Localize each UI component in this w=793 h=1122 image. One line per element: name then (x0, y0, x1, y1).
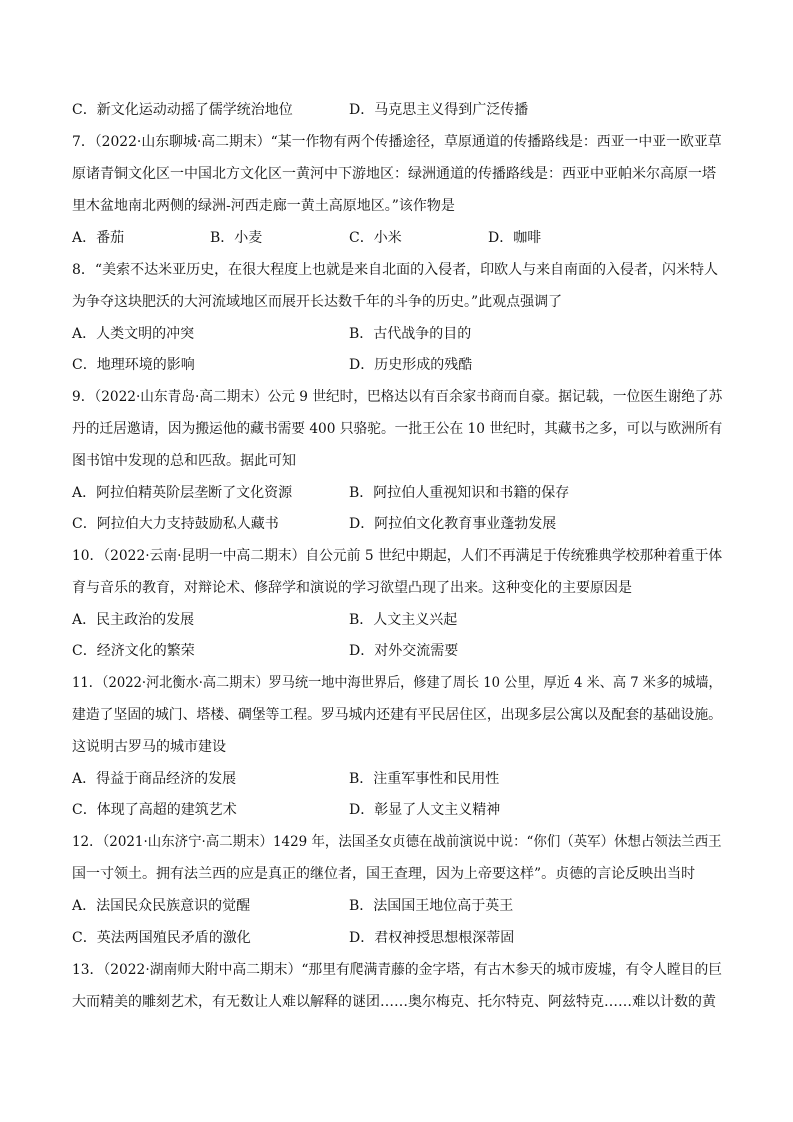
q12-option-b: B．法国国王地位高于英王 (349, 898, 514, 914)
q8-option-a: A．人类文明的冲突 (72, 326, 195, 342)
q8-stem-line: 为争夺这块肥沃的大河流域地区而展开长达数千年的斗争的历史。”此观点强调了 (72, 294, 563, 310)
q11-option-c: C．体现了高超的建筑艺术 (72, 802, 237, 818)
q7-option-a: A．番茄 (72, 230, 125, 246)
q9-option-c: C．阿拉伯大力支持鼓励私人藏书 (72, 516, 279, 532)
q11-option-b: B．注重军事性和民用性 (349, 771, 500, 787)
q12-stem-line: 国一寸领土。拥有法兰西的应是真正的继位者，国王查理，因为上帝要这样”。贞德的言论反映出当时 (72, 866, 696, 882)
q13-stem-line: 13．（2022·湖南师大附中高二期末）“那里有爬满青藤的金字塔，有古木参天的城市废墟，有令人瞠目的巨 (72, 962, 723, 978)
q6-option-c: C．新文化运动动摇了儒学统治地位 (72, 102, 293, 118)
q7-stem-line: 7．（2022·山东聊城·高二期末）“某一作物有两个传播途径，草原通道的传播路线是：西亚一中亚一欧亚草 (72, 134, 722, 150)
q6-option-d: D．马克思主义得到广泛传播 (349, 102, 529, 118)
q12-option-a: A．法国民众民族意识的觉醒 (72, 898, 251, 914)
q8-option-d: D．历史形成的残酷 (349, 357, 473, 373)
q11-stem-line: 建造了坚固的城门、塔楼、碉堡等工程。罗马城内还建有平民居住区，出现多层公寓以及配套的基础设施。 (72, 707, 722, 723)
q10-option-d: D．对外交流需要 (349, 643, 459, 659)
q7-option-c: C．小米 (349, 230, 402, 246)
q9-stem-line: 9．（2022·山东青岛·高二期末）公元 9 世纪时，巴格达以有百余家书商而自豪。据记载，一位医生谢绝了苏 (72, 389, 723, 405)
q11-option-a: A．得益于商品经济的发展 (72, 771, 237, 787)
q8-stem-line: 8．“美索不达米亚历史，在很大程度上也就是来自北面的入侵者，印欧人与来自南面的入侵者，闪米特人 (72, 262, 719, 278)
q10-option-c: C．经济文化的繁荣 (72, 643, 195, 659)
q7-option-b: B．小麦 (210, 230, 263, 246)
q7-stem-line: 里木盆地南北两侧的绿洲-河西走廊一黄土高原地区。”该作物是 (72, 198, 455, 214)
q11-option-d: D．彰显了人文主义精神 (349, 802, 501, 818)
q9-option-d: D．阿拉伯文化教育事业蓬勃发展 (349, 516, 557, 532)
q8-option-c: C．地理环境的影响 (72, 357, 195, 373)
q7-option-d: D．咖啡 (488, 230, 542, 246)
q9-option-a: A．阿拉伯精英阶层垄断了文化资源 (72, 485, 293, 501)
q9-stem-line: 图书馆中发现的总和匹敌。据此可知 (72, 453, 296, 469)
q13-stem-line: 大而精美的雕刻艺术，有无数让人难以解释的谜团……奥尔梅克、托尔特克、阿兹特克……难以计数的黄 (72, 994, 716, 1010)
q12-option-c: C．英法两国殖民矛盾的激化 (72, 930, 251, 946)
q11-stem-line: 这说明古罗马的城市建设 (72, 739, 226, 755)
q10-stem-line: 育与音乐的教育，对辩论术、修辞学和演说的学习欲望凸现了出来。这种变化的主要原因是 (72, 580, 632, 596)
q8-option-b: B．古代战争的目的 (349, 326, 472, 342)
q10-stem-line: 10．（2022·云南·昆明一中高二期末）自公元前 5 世纪中期起，人们不再满足于传统雅典学校那种着重于体 (72, 548, 723, 564)
q10-option-b: B．人文主义兴起 (349, 612, 458, 628)
q12-option-d: D．君权神授思想根深蒂固 (349, 930, 515, 946)
q12-stem-line: 12．（2021·山东济宁·高二期末）1429 年，法国圣女贞德在战前演说中说：“你们（英军）休想占领法兰西王 (72, 834, 722, 850)
q7-stem-line: 原诸青铜文化区一中国北方文化区一黄河中下游地区：绿洲通道的传播路线是：西亚中亚帕米尔高原一塔 (72, 166, 716, 182)
q9-option-b: B．阿拉伯人重视知识和书籍的保存 (349, 485, 570, 501)
q9-stem-line: 丹的迁居邀请，因为搬运他的藏书需要 400 只骆驼。一批王公在 10 世纪时，其藏书之多，可以与欧洲所有 (72, 421, 723, 437)
q10-option-a: A．民主政治的发展 (72, 612, 195, 628)
q11-stem-line: 11．（2022·河北衡水·高二期末）罗马统一地中海世界后，修建了周长 10 公里，厚近 4 米、高 7 米多的城墙， (72, 675, 722, 691)
